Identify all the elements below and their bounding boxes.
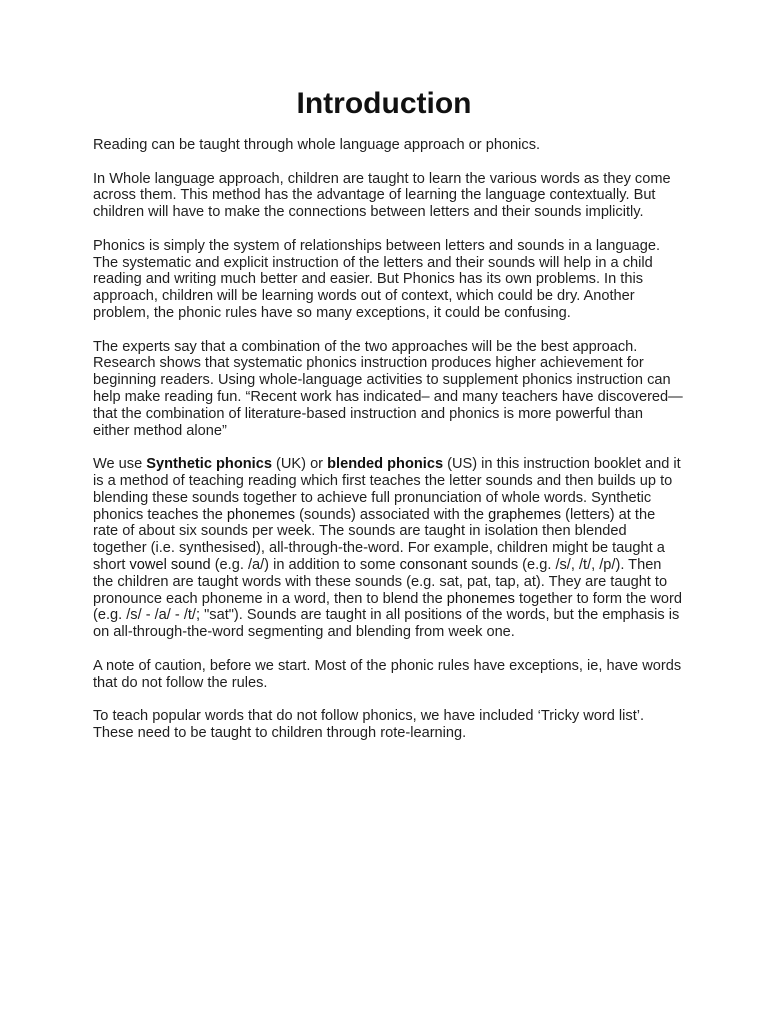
paragraph-tricky-words: To teach popular words that do not follow phonics, we have included ‘Tricky word list’. These need to be taught to children through rote-learning. [93,708,645,741]
term-consonant: consonant [399,556,468,573]
term-phonemes: phonemes [446,590,515,607]
text-span: (e.g. /a/) in addition to some [210,556,400,573]
text-span: (letters) at the rate of about six sounds per week. The sounds are taught in isolation then blended together (i.e. synthesised), all-through-the-word. For example, children might be taught a short [93,506,665,573]
document-body [93,137,683,758]
text-span: together to form the word (e.g. /s/ - /a/ - /t/; "sat"). Sounds are taught in all positions of the words, but the emphasis is on all-through-the-word segmenting and blending from week one. [93,590,683,641]
paragraph-intro: Reading can be taught through whole language approach or phonics. [93,137,541,153]
paragraph-synthetic-phonics [93,456,683,641]
term-blended-phonics: blended phonics [327,456,444,473]
text-span: (UK) or [271,456,328,473]
text-span: (US) in this instruction booklet and it is a method of teaching reading which first teaches the letter sounds and then builds up to blending these sounds together to achieve full pronunciation of whole words. Synthetic phonics teaches the [93,456,681,523]
term-graphemes: graphemes [488,506,562,523]
page-title: Introduction [296,87,472,120]
paragraph-caution: A note of caution, before we start. Most of the phonic rules have exceptions, ie, have words that do not follow the rules. [93,657,682,691]
term-phonemes: phonemes [226,506,296,523]
term-synthetic-phonics: Synthetic phonics [146,456,272,473]
paragraph-whole-language: In Whole language approach, children are taught to learn the various words as they come across them. This method has the advantage of learning the language contextually. But children will have to make the connections between letters and their sounds implicitly. [93,170,671,221]
text-span: (sounds) associated with the [295,506,489,523]
term-vowel-sound: vowel sound [129,556,211,573]
paragraph-phonics: Phonics is simply the system of relationships between letters and sounds in a language. The systematic and explicit instruction of the letters and their sounds will help in a child reading and writing much better and easier. But Phonics has its own problems. In this approach, children will be learning words out of context, which could be dry. Another problem, the phonic rules have so many exceptions, it could be confusing. [93,237,661,321]
paragraph-combination: The experts say that a combination of the two approaches will be the best approach. Research shows that systematic phonics instruction produces higher achievement for beginning readers. Using whole-language activities to supplement phonics instruction can help make reading fun. “Recent work has indicated– and many teachers have discovered—that the combination of literature-based instruction and phonics is more powerful than either method alone” [93,338,683,439]
text-span: We use [93,456,147,473]
text-span: sounds (e.g. /s/, /t/, /p/). Then the children are taught words with these sounds (e.g. sat, pat, tap, at). They are taught to pronounce each phoneme in a word, then to blend the [93,556,668,607]
